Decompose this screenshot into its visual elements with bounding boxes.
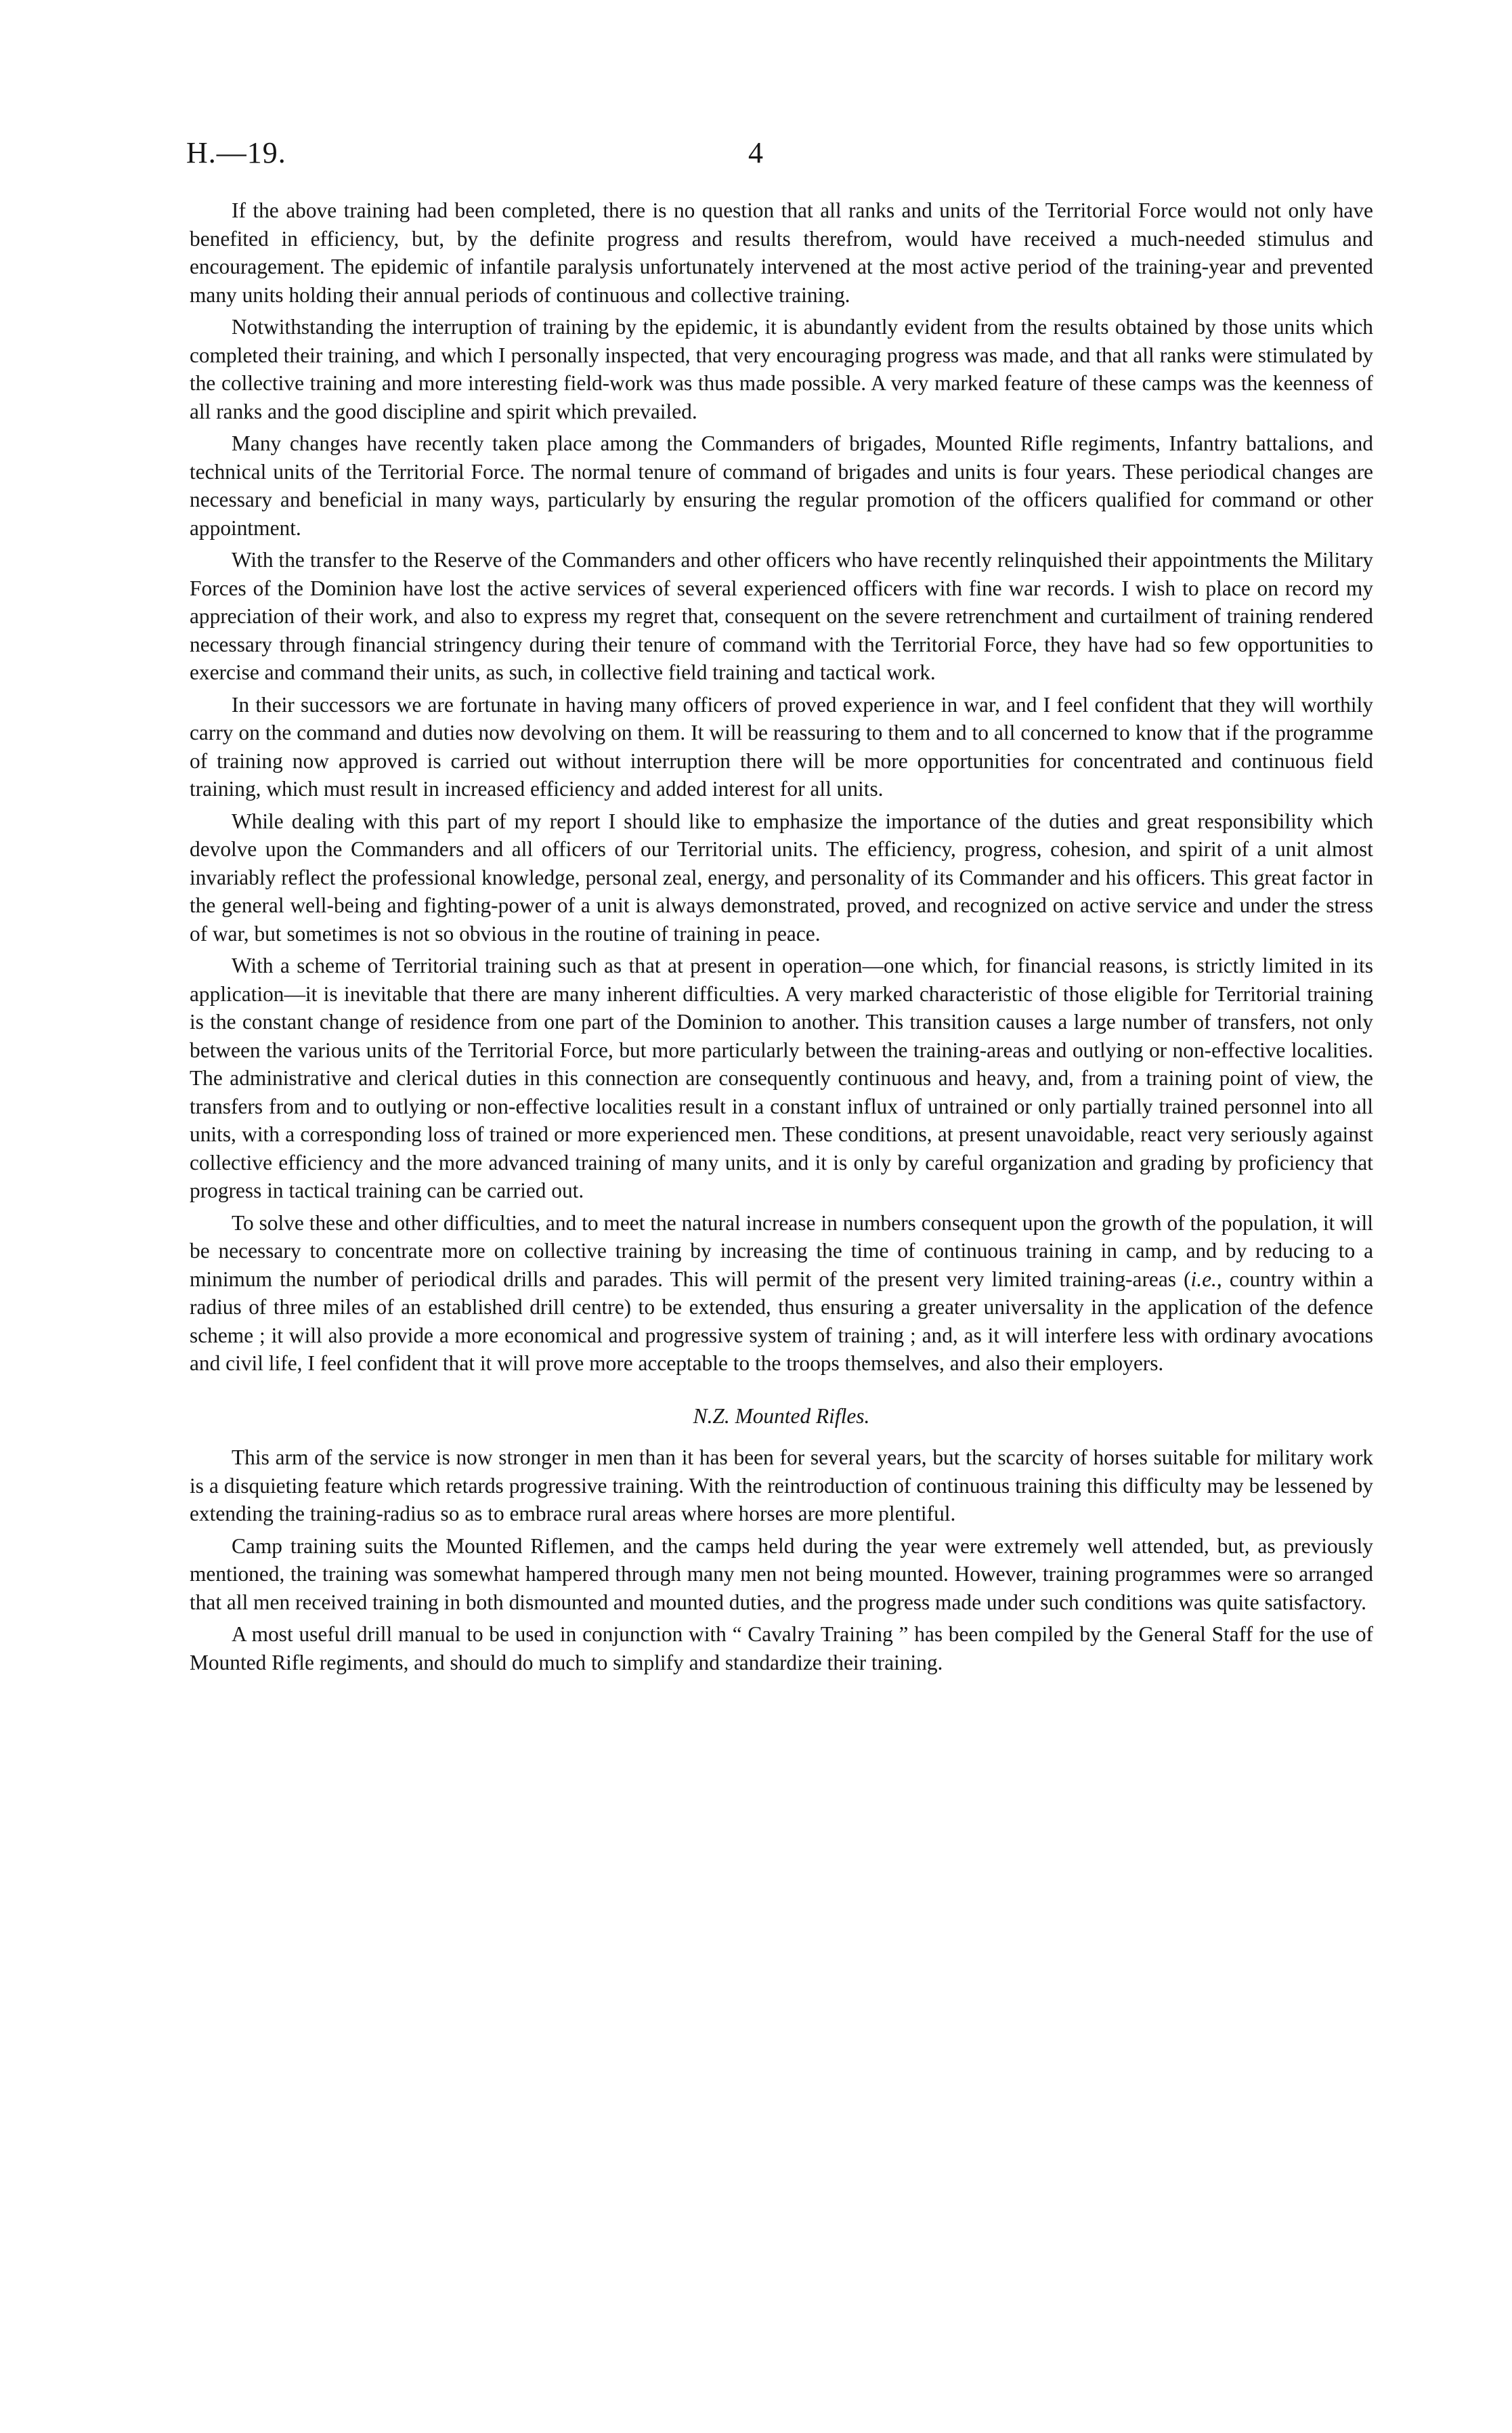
paragraph: With the transfer to the Reserve of the Commanders and other officers who have recently relinquished their appointments the Military Forces of the Dominion have lost the active services of several experienced officers with fine war records. I wish to place on record my appreciation of their work, and also to express my regret that, consequent on the severe retrenchment and curtailment of training rendered necessary through financial stringency during their tenure of command with the Territorial Force, they have had so few opportunities to exercise and command their units, as such, in collective field training and tactical work. <box>190 548 1373 684</box>
paragraph: In their successors we are fortunate in having many officers of proved experience in war, and I feel confident that they will worthily carry on the command and duties now devolving on them. It will be reassuring to them and to all concerned to know that if the programme of training now approved is carried out without interruption there will be more opportunities for concentrated and continuous field training, which must result in increased efficiency and added interest for all units. <box>190 692 1373 801</box>
paragraph: If the above training had been completed, there is no question that all ranks and units of the Territorial Force would not only have benefited in efficiency, but, by the definite progress and results therefrom, would have received a much-needed stimulus and encouragement. The epidemic of infantile paralysis unfortunately intervened at the most active period of the training-year and prevented many units holding their annual periods of continuous and collective training. <box>190 198 1373 307</box>
paragraph: Many changes have recently taken place among the Commanders of brigades, Mounted Rifle regiments, Infantry battalions, and technical units of the Territorial Force. The normal tenure of command of brigades and units is four years. These periodical changes are necessary and beneficial in many ways, particularly by ensuring the regular promotion of the officers qualified for command or other appointment. <box>190 431 1373 540</box>
paragraph: While dealing with this part of my report I should like to emphasize the importance of the duties and great responsibility which devolve upon the Commanders and all officers of our Territorial units. The efficiency, progress, cohesion, and spirit of a unit almost invariably reflect the professional knowledge, personal zeal, energy, and personality of its Commander and his officers. This great factor in the general well-being and fighting-power of a unit is always demonstrated, proved, and recognized on active service and under the stress of war, but sometimes is not so obvious in the routine of training in peace. <box>190 809 1373 946</box>
page-header <box>186 135 1331 176</box>
italic-abbreviation: i.e. <box>1190 1267 1217 1291</box>
paragraph: A most useful drill manual to be used in conjunction with “ Cavalry Training ” has been compiled by the General Staff for the use of Mounted Rifle regiments, and should do much to simplify and standardize their training. <box>190 1622 1373 1674</box>
paragraph-text: To solve these and other difficulties, and to meet the natural increase in numbers consequent upon the growth of the population, it will be necessary to concentrate more on collective training by increasing the time of continuous training in camp, and by reducing to a minimum the number of periodical drills and parades. This will permit of the present very limited training-areas ( <box>190 1210 1373 1291</box>
paragraph: Notwithstanding the interruption of training by the epidemic, it is abundantly evident from the results obtained by those units which completed their training, and which I personally inspected, that very encouraging progress was made, and that all ranks were stimulated by the collective training and more interesting field-work was thus made possible. A very marked feature of these camps was the keenness of all ranks and the good discipline and spirit which prevailed. <box>190 315 1373 423</box>
page-number: 4 <box>748 136 763 169</box>
paragraph: This arm of the service is now stronger in men than it has been for several years, but the scarcity of horses suitable for military work is a disquieting feature which retards progressive training. With the reintroduction of continuous training this difficulty may be lessened by extending the training-radius so as to embrace rural areas where horses are more plentiful. <box>190 1445 1373 1525</box>
paragraph-drills <box>190 1209 1373 1378</box>
body-text <box>190 196 1373 1680</box>
paragraph: Camp training suits the Mounted Riflemen, and the camps held during the year were extremely well attended, but, as previously mentioned, the training was somewhat hampered through many men not being mounted. However, training programmes were so arranged that all men received training in both dismounted and mounted duties, and the progress made under such conditions was quite satisfactory. <box>190 1533 1373 1614</box>
document-reference: H.—19. <box>186 136 286 169</box>
paragraph: With a scheme of Territorial training such as that at present in operation—one which, for financial reasons, is strictly limited in its application—it is inevitable that there are many inherent difficulties. A very marked characteristic of those eligible for Territorial training is the constant change of residence from one part of the Dominion to another. This transition causes a large number of transfers, not only between the various units of the Territorial Force, but more particularly between the training-areas and outlying or non-effective localities. The administrative and clerical duties in this connection are consequently continuous and heavy, and, from a training point of view, the transfers from and to outlying or non-effective localities result in a constant influx of untrained or only partially trained personnel into all units, with a corresponding loss of trained or more experienced men. These conditions, at present unavoidable, react very seriously against collective efficiency and the more advanced training of many units, and it is only by careful organization and grading by proficiency that progress in tactical training can be carried out. <box>190 954 1373 1202</box>
section-heading: N.Z. Mounted Rifles. <box>693 1403 870 1428</box>
paragraph-text: , country within a radius of three miles of an established drill centre) to be extended, thus ensuring a greater universality in the application of the defence scheme ; it will also provide a more economical and progressive system of training ; and, as it will interfere less with ordinary avocations and civil life, I feel confident that it will prove more acceptable to the troops themselves, and also their employers. <box>190 1267 1373 1375</box>
